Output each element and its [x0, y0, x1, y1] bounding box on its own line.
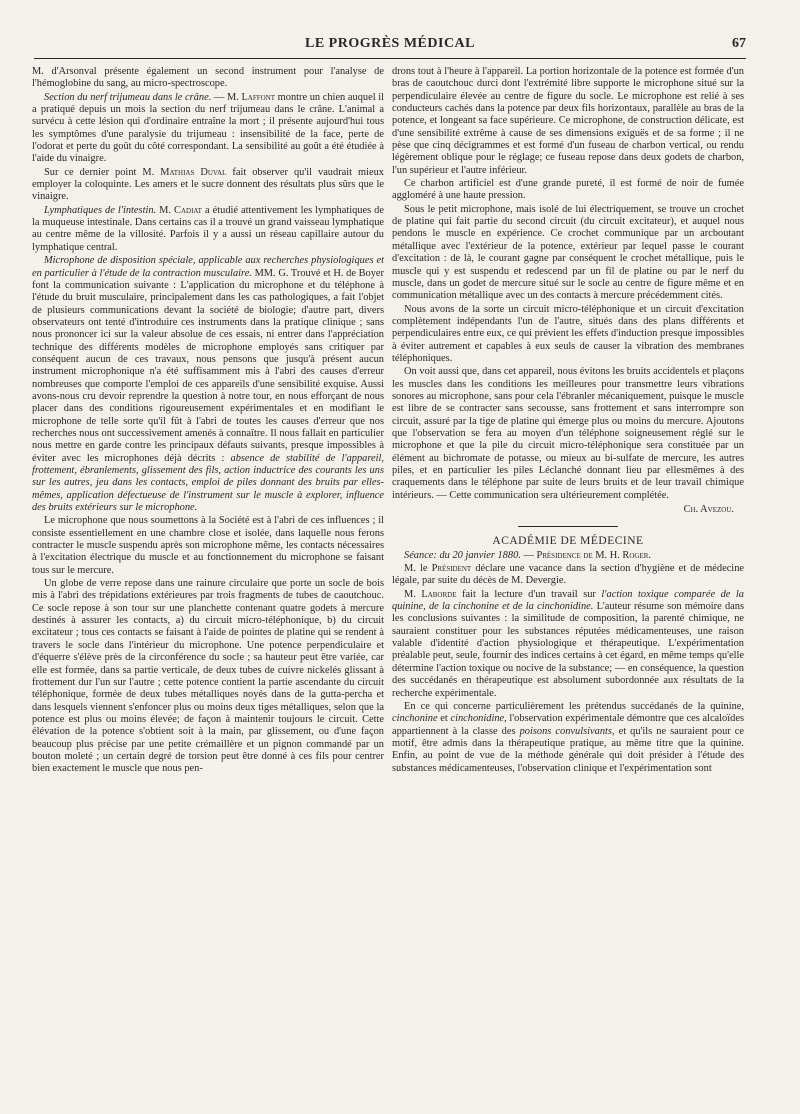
signature: Ch. Avezou. — [683, 504, 734, 516]
seance-date: Séance: du 20 janvier 1880. — [404, 549, 521, 561]
paragraph-succedanes — [392, 701, 744, 775]
paragraph-text: MM. G. Trouvé et H. de Boyer font la communication suivante : L'application du microphone et du téléphone à l'étude du bruit musculaire, principalement dans les cas pathologiques, a fait l'objet de plusieurs communications devant la société de biologie; d'autre part, divers observateurs ont tenté d'introduire ces instruments dans la pratique clinique ; sans nous prononcer ici sur la valeur absolue de ces essais, ni entrer dans l'appréciation technique des différents modèles de microphone employés sans critiquer par conséquent aucun de ces travaux, nous pensons que jusqu'à présent aucun instrument microphonique n'a été suffisamment mis à l'abri des causes d'erreur nombreuses que comporte l'emploi de ces appareils d'une sensibilité exquise. Aussi avons-nous cru devoir reprendre la question à notre tour, en nous efforçant de nous placer dans des conditions rigoureusement expérimentales et en modifiant le microphone de telle sorte qu'il fût à l'abri de toutes les causes d'erreur que nos recherches nous ont successivement amenés à connaître. Il nous fallait en particulier nous mettre en garde contre les principaux défauts suivants, presque impossibles à éviter avec les microphones déjà décrits : — [32, 267, 384, 464]
page-number: 67 — [732, 36, 746, 51]
paragraph-text: L'auteur résume son mémoire dans les conclusions suivantes : la similitude de composition, la parenté chimique, ne sauraient constituer pour les substances réputées médicamenteuses, une raison valable d'identité d'action physiologique et thérapeutique. L'expérimentation préalable peut, seule, fournir des indices certains à cet égard, en même temps qu'elle détermine l'action toxique ou nocive de la substance; — en conséquence, la question des succédanés en thérapeutique est absolument subordonnée aux résultats de la recherche expérimentale. — [392, 601, 744, 699]
paragraph-text: déclare une vacance dans la section d'hygiène et de médecine légale, par suite du décès de M. Devergie. — [392, 563, 744, 587]
term-poisons: poisons convulsivants — [519, 725, 612, 737]
author-duval: Mathias Duval — [160, 166, 227, 178]
work-title: l'action toxique comparée de la quinine, de la cinchonine et de la cinchonidine. — [392, 588, 745, 613]
paragraph-text: fait observer qu'il vaudrait mieux employer la coloquinte. Les amers et le sucre donnent des résultats plus sûrs que le vinaigre. — [32, 166, 384, 203]
paragraph-text: En ce qui concerne particulièrement les prétendus succédanés de la quinine, — [404, 700, 744, 712]
paragraph-arsonval: M. d'Arsonval présente également un second instrument pour l'analyse de l'hémoglobine du sang, au micro-spectroscope. — [32, 66, 384, 90]
paragraph-laborde — [392, 589, 744, 700]
section-title-microphone: Microphone de disposition spéciale, applicable aux recherches physiologiques et en particulier à l'étude de la contraction musculaire. — [32, 255, 384, 279]
paragraph-lymphatiques — [32, 205, 384, 254]
paragraph-charbon: Ce charbon artificiel est d'une grande pureté, il est formé de noir de fumée aggloméré à une haute pression. — [392, 178, 744, 202]
section-title-lymphatiques: Lymphatiques de l'intestin. — [44, 204, 157, 216]
paragraph-microphone — [32, 255, 384, 514]
paragraph-potence: drons tout à l'heure à l'appareil. La portion horizontale de la potence est formée d'un bras de caoutchouc durci dont l'extrémité libre supporte le microphone situé sur la perpendiculaire élevée au centre de figure du socle. Le microphone est relié à ses conducteurs cachés dans la potence par deux fils horizontaux, parallèle au bras de la potence, et longeant sa face supérieure. Ce microphone, de construction délicate, est d'une sensibilité extrême à cause de ses dimensions exiguës et de sa forme ; il ne pèse que cinq décigrammes et est formé d'un fuseau de charbon vertical, ou rendu légèrement oblique pour le réglage; ce fuseau repose dans deux godets de charbon, l'un supérieur et l'autre inférieur. — [392, 66, 744, 176]
paragraph-text: , l'observation expérimentale démontre que ces alcaloïdes appartiennent à la classe des — [392, 713, 744, 737]
paragraph-bruits: On voit aussi que, dans cet appareil, nous évitons les bruits accidentels et plaçons les muscles dans les conditions les meilleures pour transmettre leurs vibrations sonores au microphone, sans pour cela l'ébranler mécaniquement, puisque le muscle est libre de se contracter sans secousse, sans frottement et sans interrompre son circuit, assuré par la tige de platine qui émerge plus ou moins du mercure. Ajoutons que l'observation se fera au moyen d'un téléphone soigneusement réglé sur le microphone et que la pile du circuit micro-téléphonique sera constituée par un élément au bichromate de potasse, ou mieux au bi-sulfate de mercure, les autres piles, et en particulier les piles Léclanché donnant lieu par ellesmêmes à des craquements dans le téléphone par suite de leurs bruits et de leur travail chimique intérieurs. — Cette communication sera ultérieurement complétée. — [392, 366, 744, 501]
author-laffont: Laffont — [241, 91, 276, 103]
dash: — M. — [211, 91, 242, 103]
author-laborde: Laborde — [421, 588, 457, 600]
paragraph-text: fait la lecture d'un travail sur — [456, 588, 602, 600]
presidence: — Présidence de M. H. Roger. — [520, 549, 651, 561]
paragraph-crochet: Sous le petit microphone, mais isolé de lui électriquement, se trouve un crochet de platine qui fait partie du second circuit (du circuit excitateur), et auquel nous pendons le muscle en expérience. Ce crochet communique par un arcboutant métallique avec l'extérieur de la potence, extérieur par lequel passe le courant d'excitation : de là, le courant gagne par conséquent le crochet métallique, puis le muscle qui y est suspendu et redescend par un fil de platine ou par le nerf du muscle, dans un godet de mercure situé sur le socle au centre de figure même et en communication métallique avec un des contacts à mercure précédemment cités. — [392, 203, 744, 302]
paragraph-chambre: Le microphone que nous soumettons à la Société est à l'abri de ces influences ; il consiste essentiellement en une chambre close et isolée, dans laquelle nous ferons contracter le muscle suspendu après son microphone même, les contacts nécessaires à l'excitation électrique du muscle et au fonctionnement du microphone se faisant tous sur le mercure. — [32, 515, 384, 576]
term-cinchonine: cinchonine — [392, 713, 438, 725]
paragraph-text: montre un chien auquel il a pratiqué depuis un mois la section du nerf trijumeau dans le crâne. L'animal a survécu à cette lésion qui d'ordinaire entraîne la mort ; il présente aujourd'hui tous les symptômes d'une paralysie du trijumeau : insensibilité de la face, perte de l'odorat et perte du goût du côté correspondant. La sensibilité au goût a été étudiée à l'aide du vinaigre. — [32, 91, 384, 165]
section-divider — [518, 526, 618, 527]
page-header — [34, 34, 746, 59]
author-cadiat: Cadiat — [174, 204, 202, 216]
right-column — [392, 66, 744, 776]
paragraph-trijumeau — [32, 92, 384, 166]
role-president: Président — [431, 563, 472, 575]
defects-list: absence de stabilité de l'appareil, frottement, ébranlements, glissement des fils, action inductrice des courants les uns sur les autres, jeu dans les contacts, emploi de piles donnant des bruits par elles-mêmes, application défectueuse de l'instrument sur le muscle à explorer, influence des bruits extérieurs sur le microphone. — [32, 452, 384, 514]
section-title-trijumeau: Section du nerf trijumeau dans le crâne. — [44, 91, 212, 103]
paragraph-text: , et qu'ils ne sauraient pour ce motif, être admis dans la thérapeutique pratique, au même titre que la quinine. Enfin, au point de vue de la méthode générale qui doit présider à l'étude des substances médicamenteuses, l'observation clinique et l'expérimentation sont — [392, 725, 745, 774]
paragraph-text: M. — [156, 204, 175, 216]
paragraph-globe: Un globe de verre repose dans une rainure circulaire que porte un socle de bois mis à l'abri des trépidations extérieures par trois fragments de tubes de caoutchouc. Ce socle repose à son tour sur une planchette contenant quatre godets à mercure destinés à assurer les contacts, a) du circuit micro-téléphonique, b) du circuit excitateur ; tous ces contacts se faisant à l'aide de pointes de platine qui se rendent à travers le socle dans l'intérieur du microphone. Une potence perpendiculaire et d'équerre s'élève près de la circonférence du socle ; sa hauteur peut être variée, car elle est formée, dans sa partie verticale, de deux tubes de cuivre nickelés glissant à frottement dur l'un sur l'autre ; cette potence contient la partie ascendante du circuit téléphonique, formée de deux tubes métalliques noyés dans de la gutta-percha et dans lesquels viennent s'enfoncer plus ou moins deux tiges métalliques, selon que la potence est plus ou moins élevée; de façon à maintenir toujours le circuit. Cette élévation de la potence s'obtient soit à la main, par glissement, ou d'une façon beaucoup plus précise par une petite crémaillère et un pignon commandé par un bouton moleté ; un certain degré de torsion peut être donné à ces fils pour centrer bien exactement le muscle que nous pen- — [32, 578, 384, 775]
left-column — [32, 66, 384, 777]
paragraph-circuits: Nous avons de la sorte un circuit micro-téléphonique et un circuit d'excitation complètement indépendants l'un de l'autre, situés dans des plans différents et perpendiculaires entre eux, ce qui prévient les effets d'induction presque impossibles à éviter autrement et capables à eux seuls de causer la vibration des membranes téléphoniques. — [392, 303, 744, 364]
section-heading-academie: ACADÉMIE DE MÉDECINE — [492, 535, 644, 548]
paragraph-president — [392, 563, 744, 588]
paragraph-text: Sur ce dernier point M. — [44, 166, 161, 178]
paragraph-text: et — [437, 713, 451, 725]
paragraph-duval — [32, 167, 384, 204]
seance-line — [392, 550, 744, 562]
paragraph-text: a étudié attentivement les lymphatiques de la muqueuse intestinale. Dans certains cas il a trouvé un grand vaisseau lymphatique au centre même de la villosité. Parfois il y a aussi un réseau capillaire autour du lymphatique central. — [32, 204, 384, 253]
paragraph-text: M. — [404, 588, 422, 600]
term-cinchonidine: cinchonidine — [450, 713, 505, 725]
journal-title: LE PROGRÈS MÉDICAL — [304, 36, 476, 51]
paragraph-text: M. le — [404, 563, 432, 575]
